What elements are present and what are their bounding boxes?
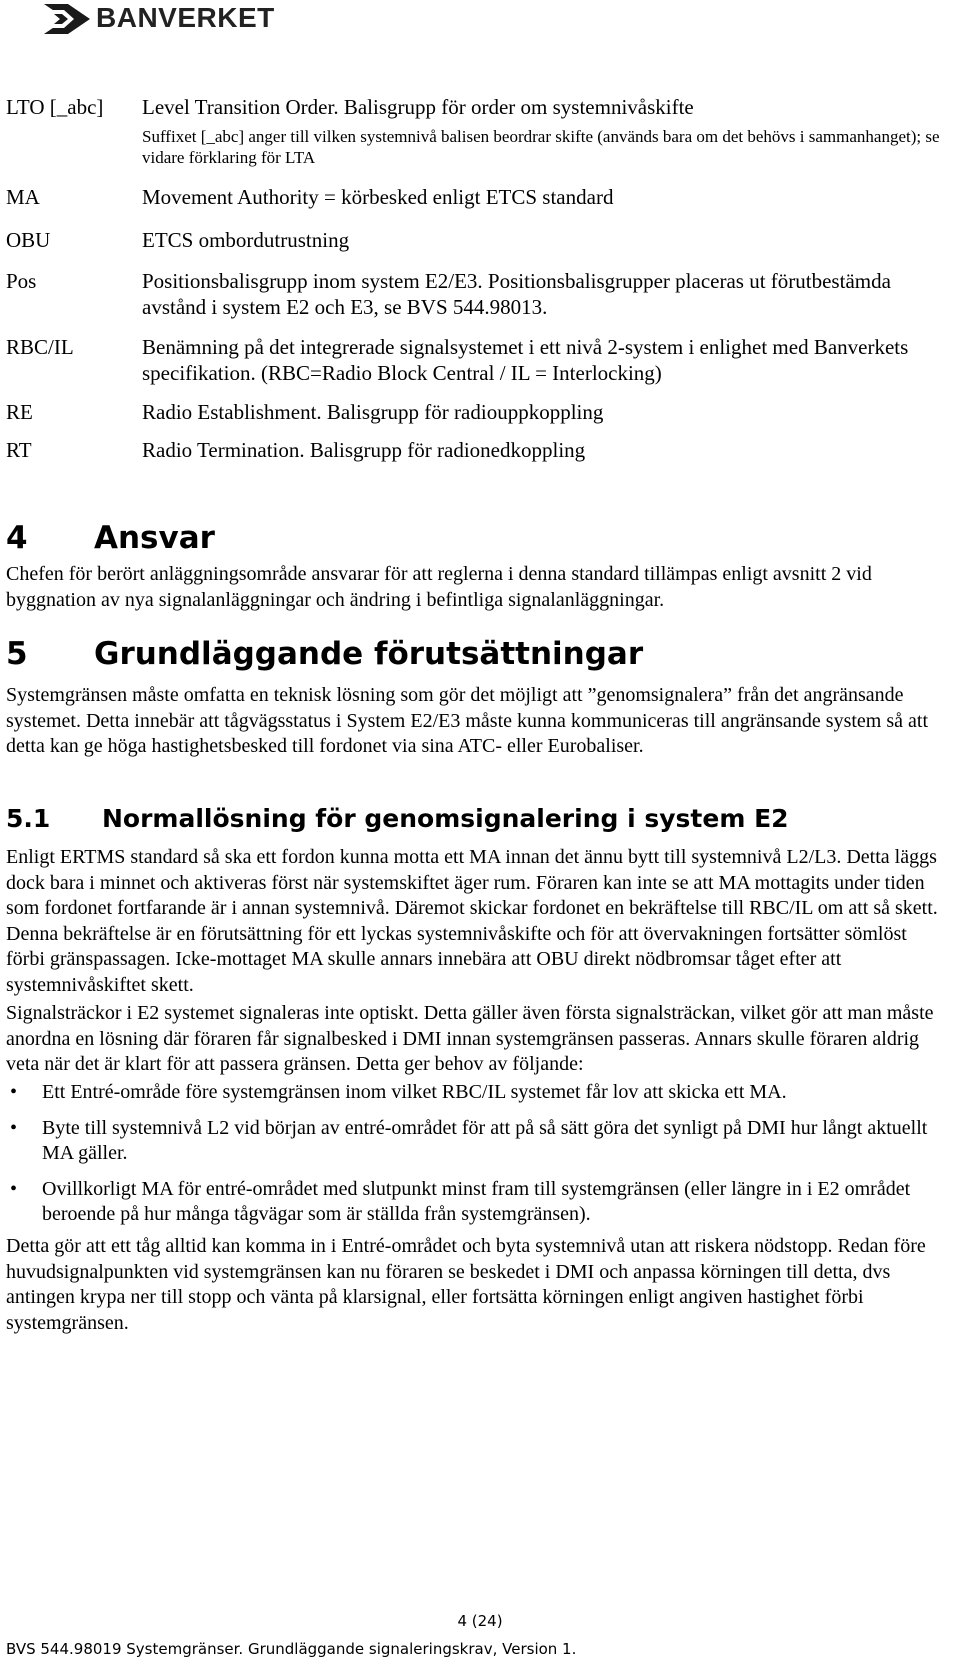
list-item-text: Ett Entré-område före systemgränsen inom vilket RBC/IL systemet får lov att skicka ett MA. — [42, 1081, 787, 1103]
section-number: 5.1 — [6, 804, 51, 833]
bullet-icon: • — [10, 1116, 18, 1139]
abbreviation-definition — [142, 94, 942, 168]
section-4-heading — [6, 520, 215, 556]
bullet-icon: • — [10, 1177, 18, 1200]
section-number: 4 — [6, 520, 28, 556]
abbreviation-definition: ETCS ombordutrustning — [142, 228, 350, 252]
section-5-1-paragraph-2: Signalsträckor i E2 systemet signaleras inte optiskt. Detta gäller även första signalsträckan, vilket gör att man måste anordna en lösning där föraren får signalbesked i DMI innan systemgränsen passeras. Annars skulle föraren aldrig veta när det är klart för att passera gränsen. Detta ger behov av följande: — [6, 1002, 934, 1075]
abbreviation-definition: Positionsbalisgrupp inom system E2/E3. Positionsbalisgrupper placeras ut förutbestämda avstånd i system E2 och E3, se BVS 544.98013. — [142, 269, 891, 319]
abbreviation-term: RE — [6, 400, 33, 424]
section-title: Ansvar — [94, 520, 215, 556]
list-item — [6, 1080, 941, 1106]
abbreviation-definition: Movement Authority = körbesked enligt ETCS standard — [142, 185, 614, 209]
section-number: 5 — [6, 636, 28, 672]
list-item — [6, 1177, 941, 1228]
section-5-heading — [6, 636, 643, 672]
abbreviation-definition-text: Level Transition Order. Balisgrupp för order om systemnivåskifte — [142, 95, 694, 119]
abbreviation-definition: Radio Establishment. Balisgrupp för radiouppkoppling — [142, 400, 604, 424]
logo-text: BANVERKET — [96, 2, 275, 33]
abbreviation-definition: Benämning på det integrerade signalsystemet i ett nivå 2-system i enlighet med Banverkets specifikation. (RBC=Radio Block Central / IL = Interlocking) — [142, 335, 909, 385]
section-title: Grundläggande förutsättningar — [94, 636, 644, 672]
section-4-text: Chefen för berört anläggningsområde ansvarar för att reglerna i denna standard tillämpas enligt avsnitt 2 vid byggnation av nya signalanläggningar och ändring i befintliga signalanläggningar. — [6, 563, 872, 611]
banverket-logo — [44, 0, 284, 40]
section-title: Normallösning för genomsignalering i system E2 — [102, 804, 789, 833]
abbreviation-term: MA — [6, 185, 40, 209]
section-5-1-paragraph-3: Detta gör att ett tåg alltid kan komma in i Entré-området och byta systemnivå utan att riskera nödstopp. Redan före huvudsignalpunkten vid systemgränsen kan nu föraren se beskedet i DMI och anpassa körningen till detta, dvs antingen krypa ner till stopp och vänta på klarsignal, eller fortsätta körningen enligt angiven hastighet förbi systemgränsen. — [6, 1235, 926, 1334]
abbreviation-note: Suffixet [_abc] anger till vilken systemnivå balisen beordrar skifte (används bara om det behövs i sammanhanget); se vidare förklaring för LTA — [142, 127, 940, 167]
abbreviation-definition: Radio Termination. Balisgrupp för radionedkoppling — [142, 438, 586, 462]
requirement-bullet-list — [6, 1080, 941, 1238]
list-item-text: Ovillkorligt MA för entré-området med slutpunkt minst fram till systemgränsen (eller längre in i E2 området beroende på hur många tågvägar som är ställda från systemgränsen). — [42, 1177, 911, 1225]
document-footer: BVS 544.98019 Systemgränser. Grundläggande signaleringskrav, Version 1. — [6, 1640, 577, 1658]
abbreviation-term: RT — [6, 438, 32, 462]
bullet-icon: • — [10, 1081, 18, 1103]
page-number: 4 (24) — [457, 1612, 503, 1630]
section-5-1-heading — [6, 804, 789, 834]
abbreviation-term: Pos — [6, 269, 37, 293]
abbreviation-term: LTO [_abc] — [6, 95, 104, 119]
abbreviation-term: OBU — [6, 228, 51, 252]
banverket-chevron-logo-icon — [44, 2, 90, 36]
list-item — [6, 1116, 941, 1167]
abbreviation-term: RBC/IL — [6, 335, 74, 359]
list-item-text: Byte till systemnivå L2 vid början av entré-området för att på så sätt göra det synligt på DMI hur långt aktuellt MA gäller. — [42, 1116, 928, 1164]
section-5-text: Systemgränsen måste omfatta en teknisk lösning som gör det möjligt att ”genomsignalera” från det angränsande systemet. Detta innebär att tågvägsstatus i System E2/E3 måste kunna kommuniceras till angränsande system så att detta kan ge höga hastighetsbesked till fordonet via sina ATC- eller Eurobaliser. — [6, 684, 929, 757]
section-5-1-paragraph-1: Enligt ERTMS standard så ska ett fordon kunna motta ett MA innan det ännu bytt till systemnivå L2/L3. Detta läggs dock bara i minnet och aktiveras först när systemskiftet äger rum. Föraren kan inte se att MA mottagits under tiden som fordonet fortfarande är i annan systemnivå. Däremot skickar fordonet en bekräftelse till RBC/IL om att så skett. Denna bekräftelse är en förutsättning för ett lyckas systemnivåskifte och för att övervakningen fortsätter sömlöst förbi gränspassagen. Icke-mottaget MA skulle annars innebära att OBU direkt nödbromsar tåget efter att systemnivåskiftet skett. — [6, 846, 938, 996]
